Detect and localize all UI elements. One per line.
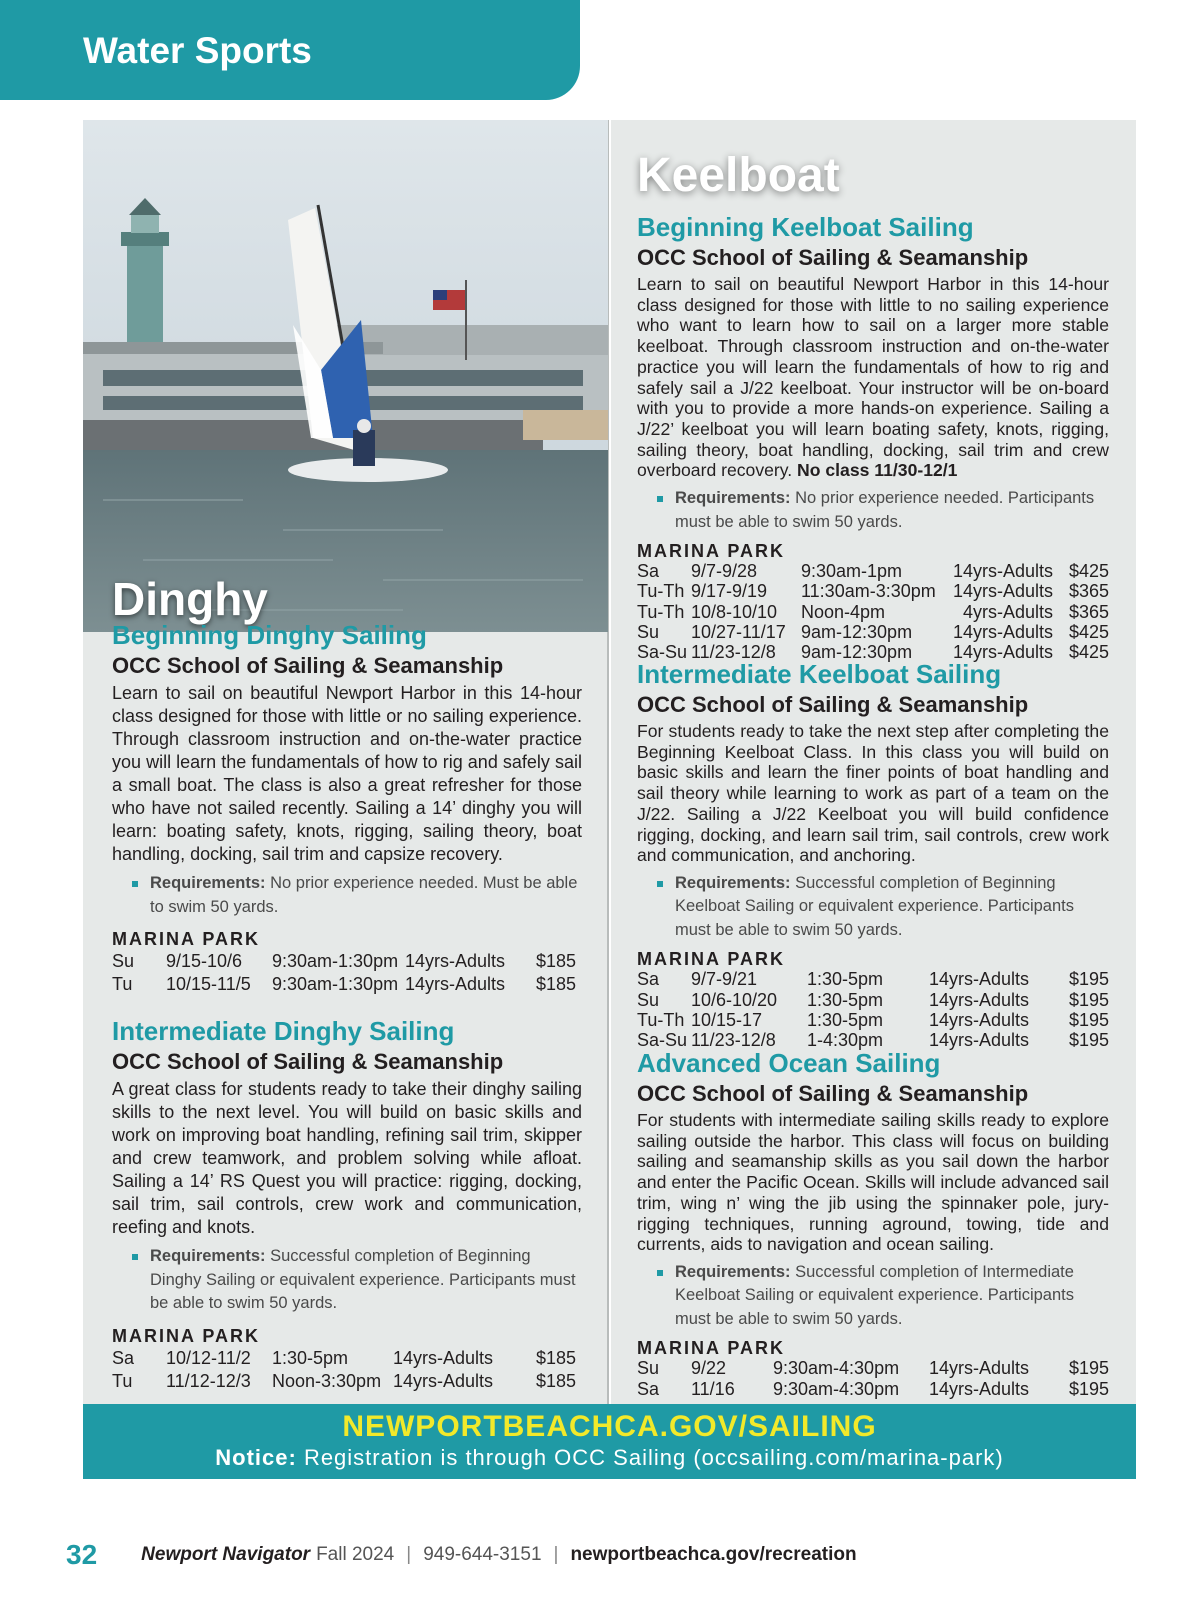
table-row: Sa 11/16 9:30am-4:30pm 14yrs-Adults $195: [637, 1378, 1109, 1399]
table-row: Su 10/6-10/20 1:30-5pm 14yrs-Adults $195: [637, 989, 1109, 1010]
page-number: 32: [66, 1539, 98, 1570]
course-intermediate-keelboat: [637, 659, 1109, 1051]
phone-number: 949-644-3151: [423, 1544, 542, 1565]
course-title: Beginning Keelboat Sailing: [637, 212, 974, 242]
course-beginning-dinghy: [112, 620, 582, 996]
table-row: Sa 9/7-9/21 1:30-5pm 14yrs-Adults $195: [637, 969, 1109, 990]
bullet-icon: [132, 1254, 138, 1260]
schedule-table: [112, 950, 576, 996]
footer-separator: |: [406, 1544, 412, 1565]
course-requirements: Requirements: Successful completion of Beginning Keelboat Sailing or equivalent experience. Participants must be able to swim 50 yards.: [637, 872, 1109, 943]
schedule-table: [112, 1347, 576, 1393]
course-beginning-keelboat: [637, 212, 1109, 663]
course-description: Learn to sail on beautiful Newport Harbor in this 14-hour class designed for those with little or no sailing experience. Through classroom instruction and on-the-water practice you will learn the fundamentals of how to rig and safely sail a small boat. The class is also a great refresher for those who have not sailed recently. Sailing a 14’ dinghy you will learn: boating safety, knots, rigging, sailing theory, boat handling, docking, sail trim and capsize recovery.: [112, 683, 582, 864]
sailing-url-link[interactable]: NEWPORTBEACHCA.GOV/SAILING: [342, 1410, 877, 1443]
bullet-icon: [657, 881, 663, 887]
schedule-table: [637, 969, 1109, 1050]
course-title: Beginning Dinghy Sailing: [112, 620, 427, 650]
publication-season: Fall 2024: [316, 1544, 395, 1565]
section-title: Water Sports: [83, 30, 312, 71]
keelboat-heading: Keelboat: [637, 149, 840, 202]
registration-notice: Notice: Registration is through OCC Sailing (occsailing.com/marina-park): [215, 1445, 1004, 1470]
table-row: Sa 10/12-11/2 1:30-5pm 14yrs-Adults $185: [112, 1347, 576, 1368]
schedule-table: [637, 1358, 1109, 1399]
course-requirements: Requirements: Successful completion of Beginning Dinghy Sailing or equivalent experience. Participants must be able to swim 50 yards.: [112, 1245, 582, 1316]
table-row: Su 9/22 9:30am-4:30pm 14yrs-Adults $195: [637, 1358, 1109, 1379]
course-description: For students with intermediate sailing skills ready to explore sailing outside the harbor. This class will focus on building sailing and seamanship skills as you sail down the harbor and enter the Pacific Ocean. Skills will include advanced sail trim, wing n’ wing the jib using the spinnaker pole, jury-rigging techniques, running aground, towing, tide and currents, aids to navigation and ocean sailing.: [637, 1110, 1109, 1255]
bullet-icon: [132, 881, 138, 887]
course-requirements: Requirements: No prior experience needed. Participants must be able to swim 50 yards.: [637, 487, 1109, 534]
course-description: Learn to sail on beautiful Newport Harbor in this 14-hour class designed for those with little to no sailing experience who want to learn how to sail on a larger more stable keelboat. Through classroom instruction and on-the-water practice you will learn the fundamentals of how to rig and safely sail a J/22 keelboat. Your instructor will be on-board with you to provide a more hands-on experience. Sailing a J/22’ keelboat you will learn boating safety, knots, rigging, sailing theory, boat handling, docking, sail trim and crew overboard recovery. No class 11/30-12/1: [637, 274, 1109, 481]
course-requirements: Requirements: Successful completion of Intermediate Keelboat Sailing or equivalent experience. Participants must be able to swim 50 yards.: [637, 1261, 1109, 1332]
course-org: OCC School of Sailing & Seamanship: [637, 245, 1029, 270]
table-row: Tu-Th 9/17-9/19 11:30am-3:30pm 14yrs-Adults $365: [637, 581, 1109, 602]
table-row: Tu-Th 10/8-10/10 Noon-4pm 4yrs-Adults $365: [637, 601, 1109, 622]
course-org: OCC School of Sailing & Seamanship: [637, 692, 1029, 717]
publication-title: Newport Navigator: [141, 1544, 311, 1565]
course-intermediate-dinghy: [112, 1016, 582, 1393]
bullet-icon: [657, 496, 663, 502]
course-note: No class 11/30-12/1: [797, 460, 958, 481]
course-title: Advanced Ocean Sailing: [637, 1048, 941, 1078]
course-description: For students ready to take the next step after completing the Beginning Keelboat Class. In this class you will build on basic skills and learn the finer points of boat handling and sail theory while learning to work as part of a team on the J/22. Sailing a J/22 Keelboat you will build confidence rigging, docking, and learn sail trim, sail controls, crew work and communication, and anchoring.: [637, 721, 1109, 866]
table-row: Sa-Su 11/23-12/8 9am-12:30pm 14yrs-Adults $425: [637, 642, 1109, 663]
course-org: OCC School of Sailing & Seamanship: [112, 653, 504, 678]
page-footer: [66, 1537, 857, 1573]
dinghy-photo: [83, 120, 608, 632]
course-org: OCC School of Sailing & Seamanship: [112, 1049, 504, 1074]
course-location: MARINA PARK: [637, 949, 785, 970]
course-description: A great class for students ready to take their dinghy sailing skills to the next level. You will build on basic skills and work on improving boat handling, refining sail trim, skipper and crew teamwork, and problem solving while afloat. Sailing a 14’ RS Quest you will practice: rigging, docking, sail trim, sail controls, crew work and communication, reefing and knots.: [112, 1079, 582, 1237]
table-row: Tu 11/12-12/3 Noon-3:30pm 14yrs-Adults $185: [112, 1370, 576, 1391]
bullet-icon: [657, 1270, 663, 1276]
course-location: MARINA PARK: [112, 929, 260, 949]
course-title: Intermediate Dinghy Sailing: [112, 1016, 455, 1046]
course-location: MARINA PARK: [637, 1338, 785, 1359]
table-row: Sa-Su 11/23-12/8 1-4:30pm 14yrs-Adults $195: [637, 1030, 1109, 1051]
table-row: Su 10/27-11/17 9am-12:30pm 14yrs-Adults $425: [637, 621, 1109, 642]
course-title: Intermediate Keelboat Sailing: [637, 659, 1002, 689]
dinghy-heading: Dinghy: [112, 573, 268, 625]
table-row: Sa 9/7-9/28 9:30am-1pm 14yrs-Adults $425: [637, 561, 1109, 582]
course-advanced-ocean: [637, 1048, 1109, 1399]
course-location: MARINA PARK: [112, 1325, 260, 1346]
course-location: MARINA PARK: [637, 541, 785, 562]
table-row: Tu-Th 10/15-17 1:30-5pm 14yrs-Adults $195: [637, 1010, 1109, 1031]
schedule-table: [637, 561, 1109, 662]
table-row: Su 9/15-10/6 9:30am-1:30pm 14yrs-Adults $185: [112, 951, 576, 971]
table-row: Tu 10/15-11/5 9:30am-1:30pm 14yrs-Adults $185: [112, 974, 576, 994]
registration-banner: [83, 1404, 1136, 1479]
footer-separator: |: [553, 1544, 559, 1565]
course-requirements: Requirements: No prior experience needed. Must be able to swim 50 yards.: [112, 872, 582, 919]
course-org: OCC School of Sailing & Seamanship: [637, 1081, 1029, 1106]
website-link[interactable]: newportbeachca.gov/recreation: [570, 1544, 857, 1565]
